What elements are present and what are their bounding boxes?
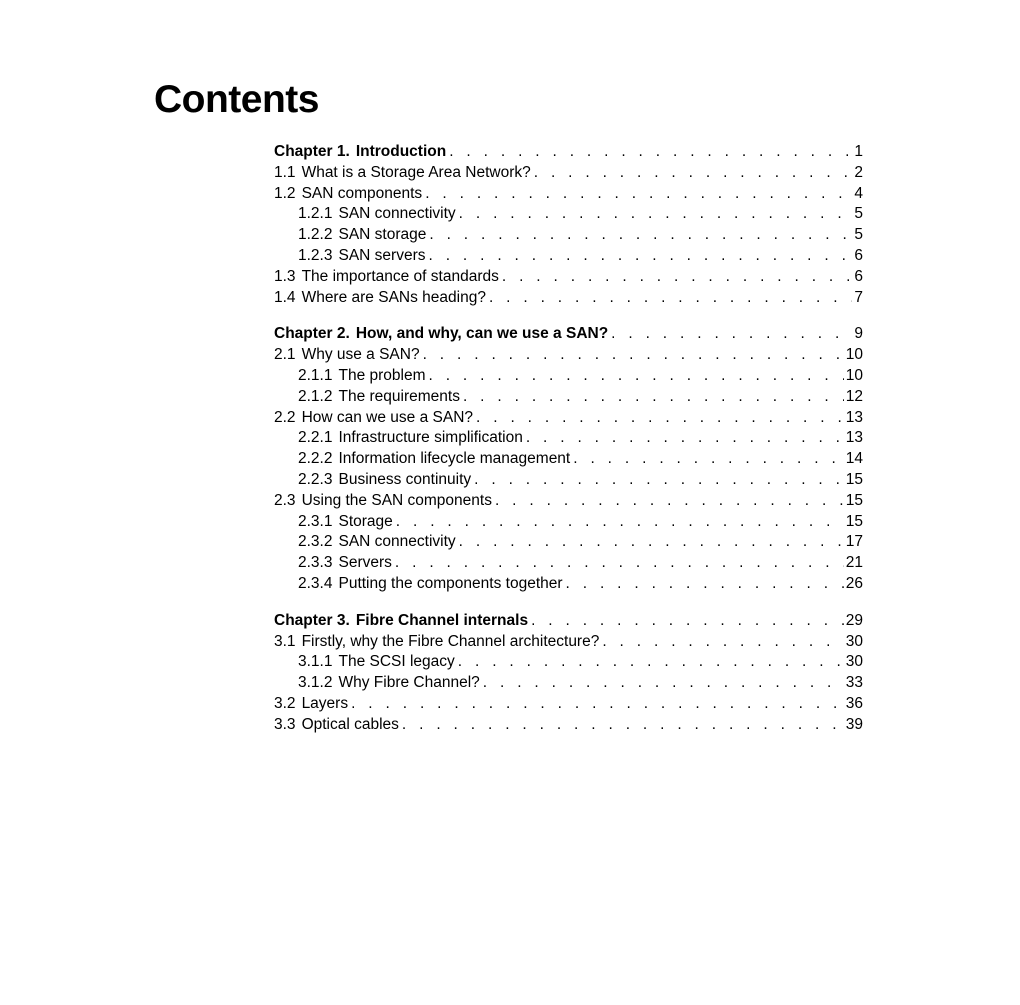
toc-entry[interactable]: [274, 184, 863, 205]
entry-title: Fibre Channel internals: [355, 611, 529, 629]
page-number: 10: [845, 346, 863, 364]
toc-entry[interactable]: [274, 267, 863, 288]
page-number: 30: [845, 653, 863, 671]
dot-leader: [428, 246, 852, 267]
page-number: 30: [845, 632, 863, 650]
dot-leader: [463, 387, 844, 408]
entry-number: 3.1: [274, 632, 296, 650]
entry-number: 3.2: [274, 694, 296, 712]
dot-leader: [534, 163, 853, 184]
dot-leader: [602, 632, 843, 653]
dot-leader: [531, 611, 844, 632]
dot-leader: [425, 184, 852, 205]
page-number: 39: [845, 715, 863, 733]
entry-title: Introduction: [355, 143, 447, 160]
entry-title: Information lifecycle management: [338, 450, 571, 468]
entry-title: The problem: [338, 366, 426, 384]
page-number: 5: [854, 205, 863, 223]
entry-number: 1.2.3: [298, 246, 333, 264]
entry-title: SAN storage: [338, 226, 427, 244]
dot-leader: [429, 366, 844, 387]
page-number: 7: [854, 288, 863, 306]
page-number: 15: [845, 470, 863, 488]
page-number: 33: [845, 674, 863, 692]
toc-entry[interactable]: [274, 163, 863, 184]
page-number: 12: [845, 387, 863, 405]
toc-entry[interactable]: [274, 428, 863, 449]
entry-title: Why Fibre Channel?: [338, 674, 480, 692]
entry-number: 1.2.1: [298, 205, 333, 223]
page-number: 21: [845, 554, 863, 572]
entry-number: 2.2.2: [298, 450, 333, 468]
toc-entry[interactable]: [274, 288, 863, 309]
entry-title: Putting the components together: [338, 574, 563, 592]
chapter-section: [274, 324, 863, 594]
entry-title: SAN servers: [338, 246, 426, 264]
page-number: 29: [845, 611, 863, 629]
page-number: 36: [845, 694, 863, 712]
entry-title: SAN components: [301, 184, 423, 202]
entry-title: Layers: [301, 694, 349, 712]
toc-entry[interactable]: [274, 225, 863, 246]
dot-leader: [566, 574, 844, 595]
toc-entry[interactable]: [274, 532, 863, 553]
dot-leader: [351, 694, 844, 715]
entry-title: Infrastructure simplification: [338, 429, 523, 447]
dot-leader: [483, 673, 844, 694]
dot-leader: [459, 532, 844, 553]
page-number: 10: [845, 366, 863, 384]
toc-entry[interactable]: [274, 246, 863, 267]
entry-number: 2.2: [274, 408, 296, 426]
page-number: 4: [854, 184, 863, 202]
toc-entry[interactable]: [274, 387, 863, 408]
dot-leader: [429, 225, 852, 246]
dot-leader: [458, 652, 844, 673]
entry-title: Firstly, why the Fibre Channel architecture?: [301, 632, 600, 650]
entry-title: How can we use a SAN?: [301, 408, 474, 426]
entry-number: 2.3.1: [298, 512, 333, 530]
entry-number: 1.1: [274, 163, 296, 181]
toc-chapter-entry[interactable]: [274, 324, 863, 345]
entry-number: Chapter 3.: [274, 611, 350, 629]
toc-entry[interactable]: [274, 366, 863, 387]
dot-leader: [423, 345, 844, 366]
dot-leader: [489, 288, 852, 309]
toc-entry[interactable]: [274, 715, 863, 736]
table-of-contents: [274, 142, 863, 752]
toc-entry[interactable]: [274, 204, 863, 225]
entry-title: What is a Storage Area Network?: [301, 163, 531, 181]
entry-number: 2.3.3: [298, 554, 333, 572]
chapter-section: [274, 142, 863, 308]
toc-chapter-entry[interactable]: [274, 611, 863, 632]
page-number: 6: [854, 267, 863, 285]
entry-title: Where are SANs heading?: [301, 288, 486, 306]
entry-title: The SCSI legacy: [338, 653, 455, 671]
entry-number: 2.3.2: [298, 533, 333, 551]
entry-number: 3.3: [274, 715, 296, 733]
dot-leader: [502, 267, 853, 288]
toc-entry[interactable]: [274, 449, 863, 470]
page-number: 6: [854, 246, 863, 264]
entry-title: Why use a SAN?: [301, 346, 420, 364]
entry-number: 1.3: [274, 267, 296, 285]
toc-entry[interactable]: [274, 673, 863, 694]
toc-entry[interactable]: [274, 574, 863, 595]
dot-leader: [495, 491, 844, 512]
dot-leader: [395, 553, 844, 574]
dot-leader: [526, 428, 844, 449]
entry-title: Using the SAN components: [301, 491, 492, 509]
entry-number: Chapter 2.: [274, 325, 350, 343]
dot-leader: [573, 449, 844, 470]
toc-entry[interactable]: [274, 553, 863, 574]
entry-number: Chapter 1.: [274, 143, 350, 160]
dot-leader: [402, 715, 844, 736]
page-title: Contents: [154, 78, 319, 121]
page-number: 1: [854, 143, 863, 160]
dot-leader: [474, 470, 844, 491]
entry-number: 2.3.4: [298, 574, 333, 592]
entry-number: 1.4: [274, 288, 296, 306]
page-number: 9: [854, 325, 863, 343]
page-number: 14: [845, 450, 863, 468]
entry-title: The requirements: [338, 387, 460, 405]
entry-number: 3.1.2: [298, 674, 333, 692]
entry-number: 2.1.1: [298, 366, 333, 384]
chapter-section: [274, 611, 863, 736]
toc-entry[interactable]: [274, 491, 863, 512]
entry-number: 2.3: [274, 491, 296, 509]
toc-entry[interactable]: [274, 652, 863, 673]
toc-entry[interactable]: [274, 408, 863, 429]
toc-entry[interactable]: [274, 512, 863, 533]
toc-entry[interactable]: [274, 470, 863, 491]
entry-number: 2.2.3: [298, 470, 333, 488]
entry-number: 1.2: [274, 184, 296, 202]
page-number: 5: [854, 226, 863, 244]
dot-leader: [449, 142, 852, 163]
entry-title: SAN connectivity: [338, 533, 456, 551]
dot-leader: [476, 408, 844, 429]
entry-title: Storage: [338, 512, 393, 530]
entry-number: 2.2.1: [298, 429, 333, 447]
entry-number: 3.1.1: [298, 653, 333, 671]
entry-title: Optical cables: [301, 715, 399, 733]
entry-number: 1.2.2: [298, 226, 333, 244]
entry-title: Business continuity: [338, 470, 472, 488]
toc-chapter-entry[interactable]: [274, 142, 863, 163]
page-number: 15: [845, 512, 863, 530]
page-number: 2: [854, 163, 863, 181]
dot-leader: [611, 324, 852, 345]
toc-entry[interactable]: [274, 694, 863, 715]
entry-title: How, and why, can we use a SAN?: [355, 325, 609, 343]
page-number: 13: [845, 429, 863, 447]
dot-leader: [396, 512, 844, 533]
toc-entry[interactable]: [274, 632, 863, 653]
entry-number: 2.1: [274, 346, 296, 364]
page-number: 17: [845, 533, 863, 551]
dot-leader: [459, 204, 853, 225]
entry-title: SAN connectivity: [338, 205, 456, 223]
entry-number: 2.1.2: [298, 387, 333, 405]
entry-title: The importance of standards: [301, 267, 499, 285]
page-number: 15: [845, 491, 863, 509]
entry-title: Servers: [338, 554, 392, 572]
page-number: 13: [845, 408, 863, 426]
toc-entry[interactable]: [274, 345, 863, 366]
page-number: 26: [845, 574, 863, 592]
